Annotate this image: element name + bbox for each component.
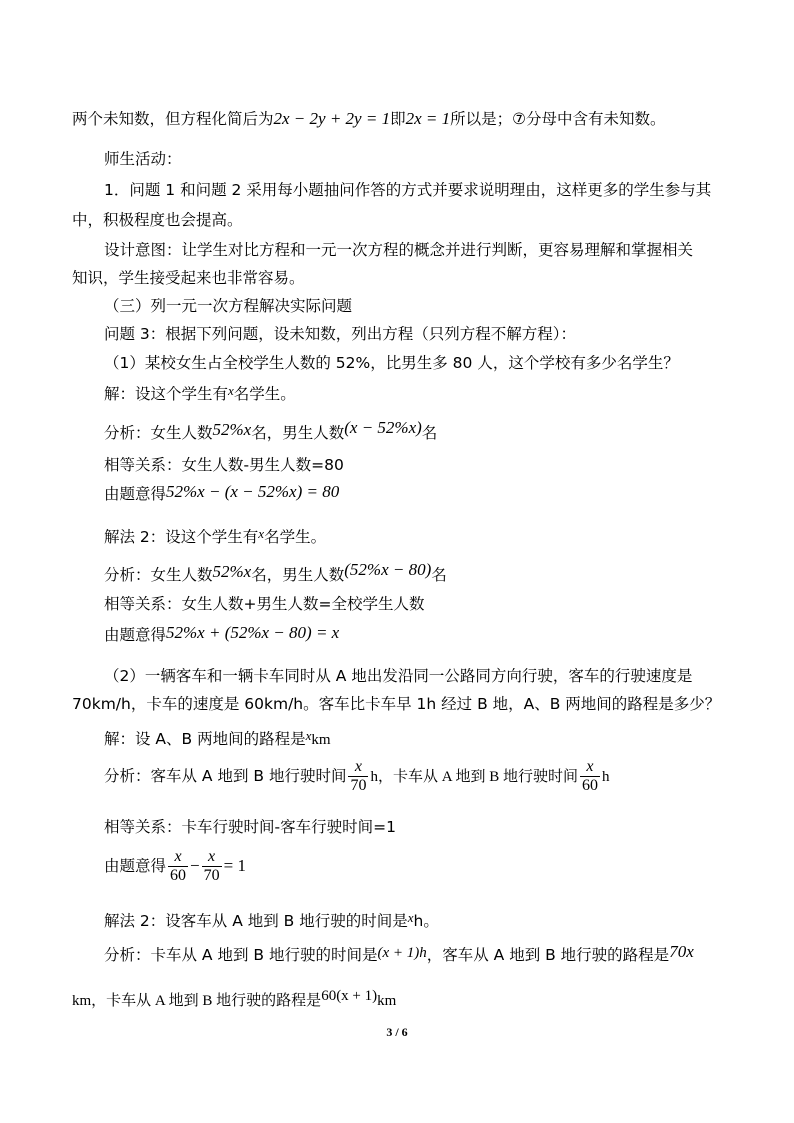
text-segment: 名学生。 [264, 528, 327, 546]
text-segment: 名学生。 [233, 385, 296, 403]
text-segment: ，客车从 A 地到 B 地行驶的路程是 [426, 946, 670, 964]
text-segment: 名 [431, 566, 447, 584]
math-equation: 52%x − (x − 52%x) = 80 [166, 482, 340, 501]
math-expression: (x − 52%x) [344, 418, 422, 437]
text-segment: 由题意得 [104, 485, 167, 503]
math-variable: x [228, 383, 234, 398]
math-expression: 52%x [212, 420, 252, 439]
text-segment: h。 [413, 912, 439, 930]
unit-label: h [601, 769, 610, 785]
text-line [104, 482, 734, 504]
fraction-numerator: x [174, 848, 182, 865]
text-segment: 分析：卡车从 A 地到 B 地行驶的时间是 [104, 946, 378, 964]
text-segment: 所以是；⑦分母中含有未知数。 [450, 110, 666, 128]
math-variable: x [407, 910, 414, 925]
text-line: 知识，学生接受起来也非常容易。 [72, 269, 305, 287]
unit-label: km [311, 732, 331, 748]
text-line [104, 756, 734, 797]
text-segment: 分析：客车从 A 地到 B 地行驶时间 [104, 767, 347, 785]
text-line: 问题 3：根据下列问题，设未知数，列出方程（只列方程不解方程）： [104, 325, 577, 343]
text-line: 相等关系：女生人数+男生人数=全校学生人数 [104, 595, 425, 613]
fraction-numerator: x [208, 848, 216, 865]
text-line [104, 942, 734, 965]
math-expression: 2x − 2y + 2y = 1 [273, 109, 391, 128]
math-variable: x [305, 728, 312, 743]
text-line: （2）一辆客车和一辆卡车同时从 A 地出发沿同一公路同方向行驶，客车的行驶速度是 [104, 667, 693, 685]
text-segment: 分析：女生人数 [104, 424, 213, 442]
page-number: 3 / 6 [386, 1025, 408, 1039]
text-segment: 由题意得 [104, 626, 167, 644]
math-variable: x [258, 526, 265, 541]
math-expression: 70x [669, 942, 694, 961]
minus-sign: − [190, 856, 200, 875]
text-line [72, 986, 734, 1011]
text-line: 中，积极程度也会提高。 [72, 211, 243, 229]
text-segment: km，卡车从 A 地到 B 地行驶的路程是 [72, 993, 322, 1009]
text-line [104, 418, 734, 443]
text-segment: 解：设这个学生有 [104, 385, 229, 403]
fraction [348, 758, 368, 795]
section-heading: （三）列一元一次方程解决实际问题 [104, 297, 353, 315]
text-line: 相等关系：卡车行驶时间-客车行驶时间=1 [104, 818, 396, 836]
text-line [104, 726, 734, 750]
text-line [104, 381, 734, 404]
text-line: 1．问题 1 和问题 2 采用每小题抽问作答的方式并要求说明理由，这样更多的学生参与其 [104, 181, 712, 199]
text-line: 相等关系：女生人数-男生人数=80 [104, 456, 344, 474]
text-line [72, 109, 734, 129]
text-segment: 即 [390, 110, 406, 128]
equation-rhs: = 1 [223, 856, 246, 875]
text-segment: 分析：女生人数 [104, 566, 213, 584]
text-line: 70km/h，卡车的速度是 60km/h。客车比卡车早 1h 经过 B 地，A、B 两地间的路程是多少？ [72, 695, 721, 713]
fraction-denominator: 60 [581, 777, 598, 794]
fraction-numerator: x [586, 758, 594, 775]
text-segment: 两个未知数，但方程化简后为 [72, 110, 274, 128]
math-expression: 2x = 1 [405, 109, 451, 128]
text-line: 设计意图：让学生对比方程和一元一次方程的概念并进行判断，更容易理解和掌握相关 [104, 241, 694, 259]
text-segment: 解法 2：设这个学生有 [104, 528, 259, 546]
fraction [168, 848, 188, 885]
text-line [104, 908, 734, 931]
math-expression: (52%x − 80) [344, 560, 432, 579]
text-line [104, 846, 734, 886]
text-segment: 解法 2：设客车从 A 地到 B 地行驶的时间是 [104, 912, 408, 930]
fraction-denominator: 70 [203, 867, 220, 884]
fraction-denominator: 60 [170, 867, 187, 884]
math-expression: (x + 1)h [377, 945, 427, 961]
math-expression: 60(x + 1) [321, 988, 378, 1004]
text-line [104, 623, 734, 645]
text-line: 师生活动： [104, 150, 182, 168]
fraction-numerator: x [354, 758, 362, 775]
text-segment: 解：设 A、B 两地间的路程是 [104, 730, 306, 748]
text-line [104, 524, 734, 547]
text-line: （1）某校女生占全校学生人数的 52%，比男生多 80 人，这个学校有多少名学生？ [104, 354, 679, 372]
text-segment: h，卡车从 A 地到 B 地行驶时间 [370, 769, 578, 785]
fraction-denominator: 70 [350, 777, 367, 794]
fraction [202, 848, 222, 885]
fraction [580, 758, 600, 795]
text-segment: 由题意得 [104, 857, 167, 875]
text-segment: 名，男生人数 [251, 566, 345, 584]
text-line [104, 560, 734, 585]
text-segment: 名，男生人数 [251, 424, 345, 442]
math-equation: 52%x + (52%x − 80) = x [166, 623, 340, 642]
text-segment: 名 [421, 424, 438, 442]
math-expression: 52%x [212, 562, 252, 581]
unit-label: km [377, 993, 397, 1009]
